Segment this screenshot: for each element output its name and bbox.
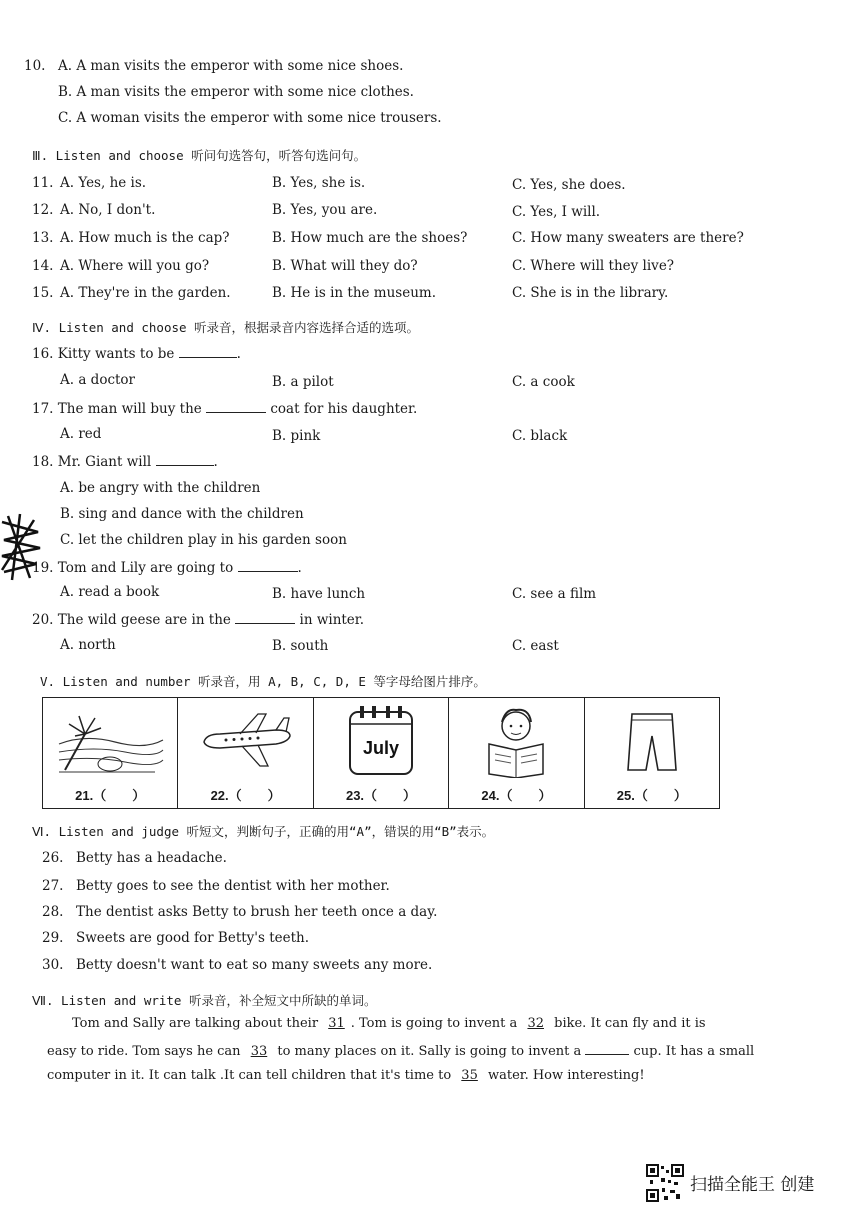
q20-option-c: C. east bbox=[512, 638, 559, 654]
q17-option-c: C. black bbox=[512, 428, 568, 444]
q18-text-post: . bbox=[213, 454, 218, 470]
q16-option-a: A. a doctor bbox=[60, 372, 136, 388]
blank-32[interactable]: 32 bbox=[527, 1016, 544, 1031]
q15-option-a: A. They're in the garden. bbox=[60, 285, 231, 301]
q27 bbox=[42, 878, 390, 894]
qr-code-icon bbox=[646, 1164, 684, 1202]
q17-option-b: B. pink bbox=[272, 428, 321, 444]
q20-text-pre: The wild geese are in the bbox=[57, 612, 231, 628]
q11-option-c: C. Yes, she does. bbox=[512, 177, 626, 193]
q29 bbox=[42, 930, 309, 946]
blank-35[interactable]: 35 bbox=[461, 1068, 478, 1083]
q26 bbox=[42, 850, 227, 866]
q11-option-b: B. Yes, she is. bbox=[272, 175, 366, 191]
section-6-title: Ⅵ. Listen and judge 听短文，判断句子，正确的用“A”，错误的用“B”表示。 bbox=[32, 824, 495, 839]
q17-text-post: coat for his daughter. bbox=[270, 401, 418, 417]
picture-cell-23 bbox=[314, 698, 449, 808]
passage-text: cup. It has a small bbox=[633, 1044, 755, 1059]
q17-text-pre: The man will buy the bbox=[57, 401, 202, 417]
passage-text: bike. It can fly and it is bbox=[554, 1016, 706, 1031]
calendar-icon bbox=[346, 704, 416, 778]
q18-option-a: A. be angry with the children bbox=[60, 480, 261, 496]
q11-option-a: A. Yes, he is. bbox=[60, 175, 147, 191]
boy-reading-icon bbox=[481, 704, 551, 778]
q16-blank[interactable] bbox=[179, 345, 237, 358]
q19-text-post: . bbox=[297, 560, 302, 576]
q12-number: 12. bbox=[32, 202, 54, 218]
q17-option-a: A. red bbox=[60, 426, 102, 442]
beach-icon bbox=[55, 704, 165, 776]
q16-text-post: . bbox=[236, 346, 241, 362]
q20-text-post: in winter. bbox=[299, 612, 365, 628]
q13-option-a: A. How much is the cap? bbox=[60, 230, 230, 246]
q18-stem bbox=[32, 453, 218, 470]
q13-option-c: C. How many sweaters are there? bbox=[512, 230, 744, 246]
q16-text-pre: Kitty wants to be bbox=[57, 346, 175, 362]
picture-cell-25 bbox=[585, 698, 719, 808]
scribble-mark bbox=[0, 512, 44, 582]
q12-option-a: A. No, I don't. bbox=[60, 202, 156, 218]
q19-option-c: C. see a film bbox=[512, 586, 597, 602]
q14-option-c: C. Where will they live? bbox=[512, 258, 675, 274]
q28-text: The dentist asks Betty to brush her teeth once a day. bbox=[76, 904, 438, 920]
q20-stem bbox=[32, 611, 364, 628]
q20-number: 20. bbox=[32, 612, 54, 628]
q30-number: 30. bbox=[42, 957, 64, 973]
q16-number: 16. bbox=[32, 346, 54, 362]
passage-line-1 bbox=[72, 1016, 706, 1031]
q18-option-c: C. let the children play in his garden soon bbox=[60, 532, 347, 548]
q15-option-c: C. She is in the library. bbox=[512, 285, 669, 301]
q30-text: Betty doesn't want to eat so many sweets any more. bbox=[76, 957, 433, 973]
section-5-title: V. Listen and number 听录音，用 A, B, C, D, E 等字母给图片排序。 bbox=[40, 674, 486, 689]
section-3-title: Ⅲ. Listen and choose 听问句选答句，听答句选问句。 bbox=[32, 148, 367, 163]
q20-blank[interactable] bbox=[235, 611, 295, 624]
q18-number: 18. bbox=[32, 454, 54, 470]
picture-label-22[interactable]: 22.（ ） bbox=[210, 788, 281, 803]
q16-option-c: C. a cook bbox=[512, 374, 575, 390]
q14-option-b: B. What will they do? bbox=[272, 258, 418, 274]
q17-blank[interactable] bbox=[206, 400, 266, 413]
picture-cell-24 bbox=[449, 698, 584, 808]
passage-line-3 bbox=[47, 1068, 645, 1083]
passage-text: . Tom is going to invent a bbox=[350, 1016, 518, 1031]
q19-number: 19. bbox=[32, 560, 54, 576]
picture-label-24[interactable]: 24.（ ） bbox=[481, 788, 552, 803]
q26-text: Betty has a headache. bbox=[76, 850, 227, 866]
picture-cell-22 bbox=[178, 698, 313, 808]
q19-option-b: B. have lunch bbox=[272, 586, 366, 602]
q11-number: 11. bbox=[32, 175, 54, 191]
shorts-icon bbox=[622, 704, 682, 778]
q20-option-b: B. south bbox=[272, 638, 329, 654]
passage-text: easy to ride. Tom says he can bbox=[47, 1044, 241, 1059]
q19-text-pre: Tom and Lily are going to bbox=[57, 560, 234, 576]
q19-stem bbox=[32, 559, 302, 576]
passage-text: water. How interesting! bbox=[487, 1068, 645, 1083]
q10-option-a: A. A man visits the emperor with some nice shoes. bbox=[58, 58, 404, 74]
picture-label-25[interactable]: 25.（ ） bbox=[616, 788, 687, 803]
passage-text: to many places on it. Sally is going to invent a bbox=[277, 1044, 582, 1059]
blank-33[interactable]: 33 bbox=[250, 1044, 268, 1059]
passage-line-2 bbox=[47, 1042, 754, 1059]
q18-option-b: B. sing and dance with the children bbox=[60, 506, 304, 522]
picture-table bbox=[42, 697, 720, 809]
airplane-icon bbox=[196, 704, 296, 776]
q29-text: Sweets are good for Betty's teeth. bbox=[76, 930, 310, 946]
calendar-month-text: July bbox=[363, 738, 400, 758]
q15-option-b: B. He is in the museum. bbox=[272, 285, 436, 301]
q27-text: Betty goes to see the dentist with her mother. bbox=[76, 878, 390, 894]
blank-34[interactable] bbox=[585, 1042, 629, 1055]
q16-option-b: B. a pilot bbox=[272, 374, 334, 390]
q10-option-c: C. A woman visits the emperor with some nice trousers. bbox=[58, 110, 442, 126]
passage-text: computer in it. It can talk .It can tell children that it's time to bbox=[47, 1068, 452, 1083]
q30 bbox=[42, 957, 432, 973]
picture-label-21[interactable]: 21.（ ） bbox=[75, 788, 146, 803]
q29-number: 29. bbox=[42, 930, 64, 946]
q18-blank[interactable] bbox=[156, 453, 214, 466]
footer-brand: 扫描全能王 创建 bbox=[690, 1175, 815, 1195]
section-7-title: Ⅶ. Listen and write 听录音，补全短文中所缺的单词。 bbox=[32, 993, 377, 1008]
section-4-title: Ⅳ. Listen and choose 听录音，根据录音内容选择合适的选项。 bbox=[32, 320, 420, 335]
q10-number: 10. bbox=[24, 58, 46, 74]
q17-number: 17. bbox=[32, 401, 54, 417]
q14-option-a: A. Where will you go? bbox=[60, 258, 210, 274]
q26-number: 26. bbox=[42, 850, 64, 866]
q12-option-c: C. Yes, I will. bbox=[512, 204, 601, 220]
picture-label-23[interactable]: 23.（ ） bbox=[345, 788, 417, 803]
q13-number: 13. bbox=[32, 230, 54, 246]
passage-text: Tom and Sally are talking about their bbox=[72, 1016, 319, 1031]
q28 bbox=[42, 904, 437, 920]
q10-option-b: B. A man visits the emperor with some nice clothes. bbox=[58, 84, 414, 100]
q18-text-pre: Mr. Giant will bbox=[57, 454, 152, 470]
q27-number: 27. bbox=[42, 878, 64, 894]
blank-31[interactable]: 31 bbox=[328, 1016, 345, 1031]
q28-number: 28. bbox=[42, 904, 64, 920]
q12-option-b: B. Yes, you are. bbox=[272, 202, 378, 218]
q19-blank[interactable] bbox=[238, 559, 298, 572]
q15-number: 15. bbox=[32, 285, 54, 301]
picture-cell-21 bbox=[43, 698, 178, 808]
q19-option-a: A. read a book bbox=[60, 584, 160, 600]
q17-stem bbox=[32, 400, 417, 417]
q16-stem bbox=[32, 345, 241, 362]
q13-option-b: B. How much are the shoes? bbox=[272, 230, 468, 246]
q20-option-a: A. north bbox=[60, 637, 116, 653]
q14-number: 14. bbox=[32, 258, 54, 274]
